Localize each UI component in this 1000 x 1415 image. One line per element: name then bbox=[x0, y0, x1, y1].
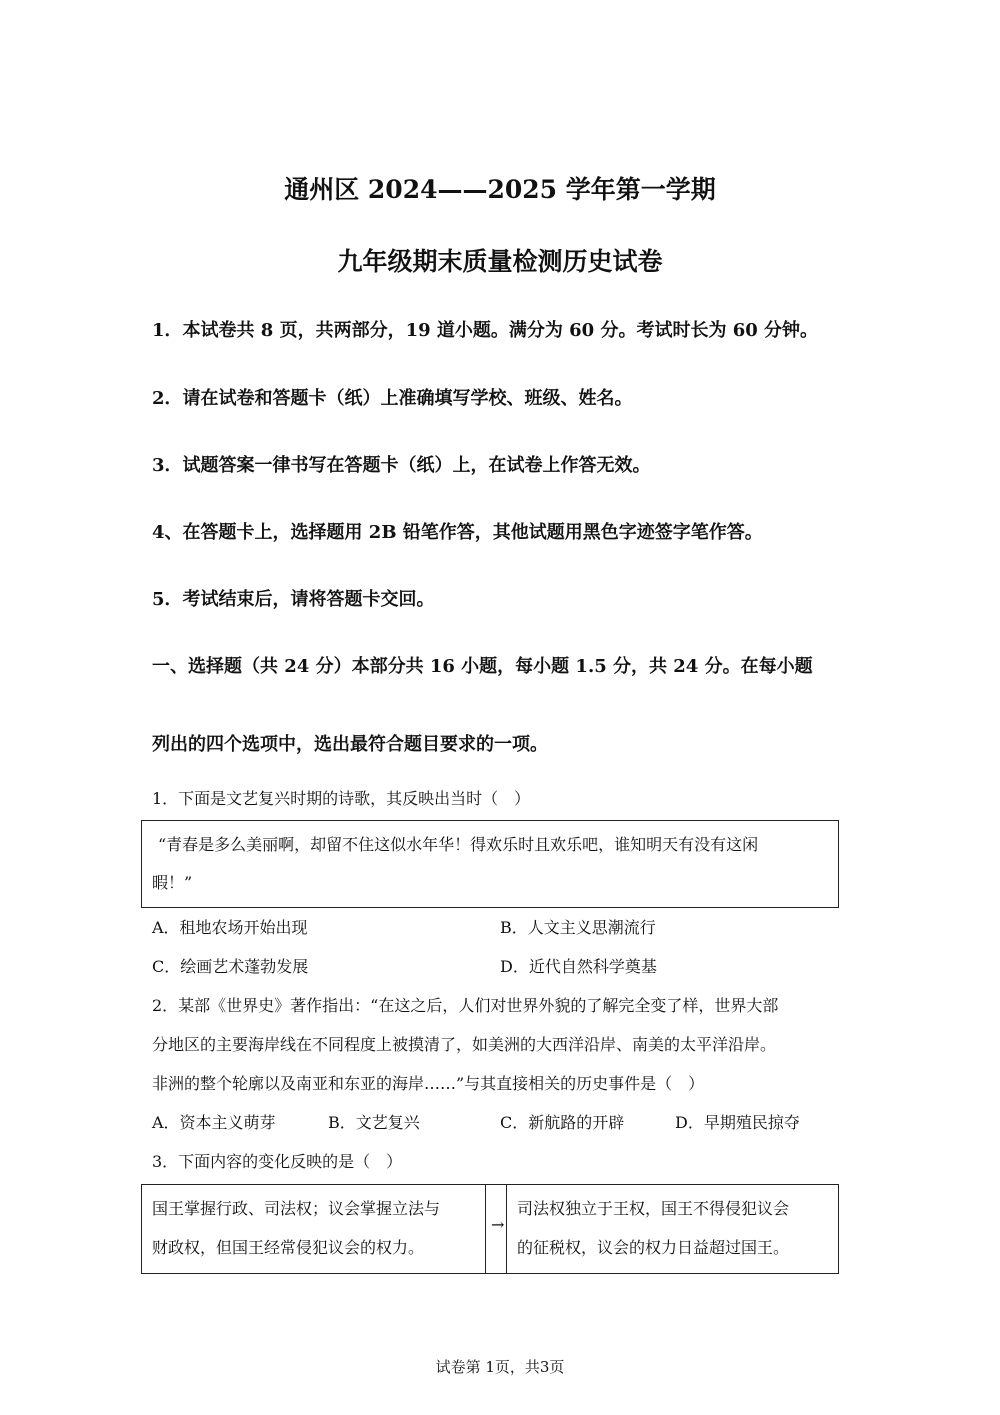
question-2-stem-line1: 2．某部《世界史》著作指出：“在这之后，人们对世界外貌的了解完全变了样，世界大部 bbox=[152, 996, 779, 1015]
instruction-1: 1．本试卷共 8 页，共两部分，19 道小题。满分为 60 分。考试时长为 60 分钟。 bbox=[152, 320, 819, 341]
question-1-option-c: C．绘画艺术蓬勃发展 bbox=[152, 957, 309, 976]
arrow-icon: → bbox=[491, 1215, 505, 1234]
question-1-option-b: B．人文主义思潮流行 bbox=[500, 918, 656, 937]
question-1-stem: 1．下面是文艺复兴时期的诗歌，其反映出当时（ ） bbox=[152, 789, 531, 808]
quote-line-2: 暇！” bbox=[152, 873, 193, 892]
right-cell-line1: 司法权独立于王权，国王不得侵犯议会 bbox=[517, 1199, 790, 1218]
section-heading-line2: 列出的四个选项中，选出最符合题目要求的一项。 bbox=[152, 734, 548, 755]
exam-title-line2: 九年级期末质量检测历史试卷 bbox=[337, 247, 663, 276]
question-1-option-d: D．近代自然科学奠基 bbox=[500, 957, 657, 976]
question-3-comparison-table bbox=[141, 1184, 839, 1274]
quote-line-1: “青春是多么美丽啊，却留不住这似水年华！得欢乐时且欢乐吧，谁知明天有没有这闲 bbox=[158, 835, 759, 854]
question-2-option-b: B．文艺复兴 bbox=[328, 1113, 420, 1132]
instruction-3: 3．试题答案一律书写在答题卡（纸）上，在试卷上作答无效。 bbox=[152, 455, 651, 476]
table-divider-left bbox=[485, 1185, 486, 1273]
question-3-stem: 3．下面内容的变化反映的是（ ） bbox=[152, 1152, 403, 1171]
instruction-4: 4、在答题卡上，选择题用 2B 铅笔作答，其他试题用黑色字迹签字笔作答。 bbox=[152, 522, 763, 543]
left-cell-line2: 财政权，但国王经常侵犯议会的权力。 bbox=[152, 1238, 425, 1257]
question-2-option-d: D．早期殖民掠夺 bbox=[675, 1113, 800, 1132]
question-2-option-a: A．资本主义萌芽 bbox=[152, 1113, 276, 1132]
question-2-option-c: C．新航路的开辟 bbox=[500, 1113, 625, 1132]
question-2-stem-line2: 分地区的主要海岸线在不同程度上被摸清了，如美洲的大西洋沿岸、南美的太平洋沿岸。 bbox=[152, 1035, 777, 1054]
left-cell-line1: 国王掌握行政、司法权；议会掌握立法与 bbox=[152, 1199, 441, 1218]
right-cell-line2: 的征税权，议会的权力日益超过国王。 bbox=[517, 1238, 790, 1257]
question-1-option-a: A．租地农场开始出现 bbox=[152, 918, 308, 937]
page-footer: 试卷第 1页，共3页 bbox=[435, 1358, 565, 1376]
instruction-5: 5．考试结束后，请将答题卡交回。 bbox=[152, 589, 435, 610]
question-1-quote-box bbox=[141, 820, 839, 908]
table-divider-right bbox=[506, 1185, 507, 1273]
instruction-2: 2．请在试卷和答题卡（纸）上准确填写学校、班级、姓名。 bbox=[152, 388, 633, 409]
section-heading-line1: 一、选择题（共 24 分）本部分共 16 小题，每小题 1.5 分，共 24 分。在每小题 bbox=[152, 656, 813, 677]
exam-title-line1: 通州区 2024——2025 学年第一学期 bbox=[284, 175, 716, 204]
question-2-stem-line3: 非洲的整个轮廓以及南亚和东亚的海岸……”与其直接相关的历史事件是（ ） bbox=[152, 1074, 705, 1093]
